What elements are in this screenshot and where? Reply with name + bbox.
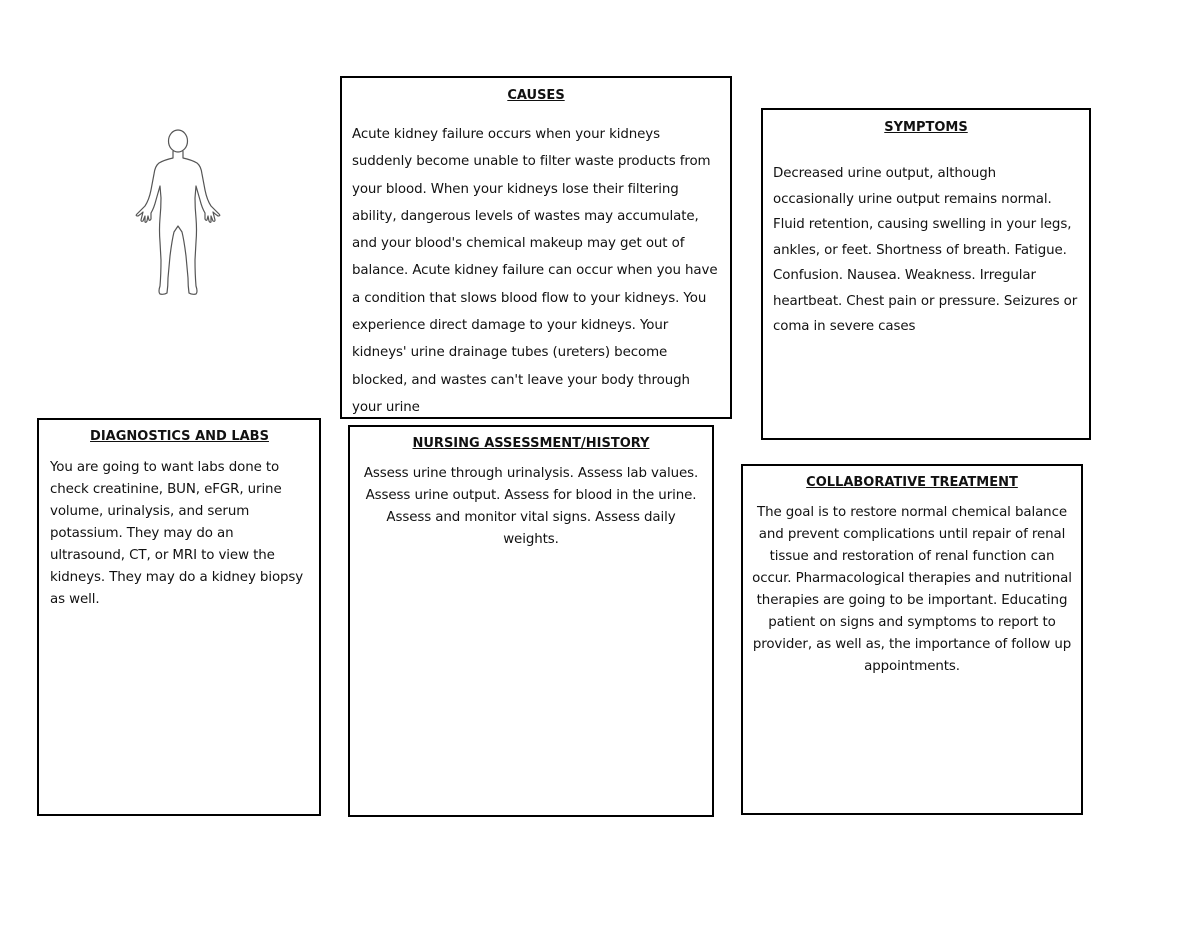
- nursing-assessment-box: [348, 425, 714, 817]
- causes-text: Acute kidney failure occurs when your kidneys suddenly become unable to filter waste products from your blood. When your kidneys lose their filtering ability, dangerous levels of wastes may accumulate, and your blood's chemical makeup may get out of balance. Acute kidney failure can occur when you have a condition that slows blood flow to your kidneys. You experience direct damage to your kidneys. Your kidneys' urine drainage tubes (ureters) become blocked, and wastes can't leave your body through your urine: [352, 127, 718, 415]
- collaborative-treatment-title: COLLABORATIVE TREATMENT: [806, 475, 1018, 490]
- causes-box: [340, 76, 732, 419]
- symptoms-box: [761, 108, 1091, 440]
- diagnostics-text: You are going to want labs done to check creatinine, BUN, eFGR, urine volume, urinalysis, and serum potassium. They may do an ultrasound, CT, or MRI to view the kidneys. They may do a kidney biopsy as well.: [50, 460, 304, 607]
- diagnostics-title: DIAGNOSTICS AND LABS: [90, 429, 269, 444]
- nursing-assessment-title: NURSING ASSESSMENT/HISTORY: [412, 436, 650, 451]
- causes-title: CAUSES: [507, 88, 565, 103]
- diagnostics-box: [37, 418, 321, 816]
- human-body-outline-icon: [130, 128, 226, 300]
- collaborative-treatment-text: The goal is to restore normal chemical balance and prevent complications until repair of renal tissue and restoration of renal function can occur. Pharmacological therapies and nutritional therapies are going to be important. Educating patient on signs and symptoms to report to provider, as well as, the importance of follow up appointments.: [752, 505, 1072, 674]
- collaborative-treatment-box: [741, 464, 1083, 815]
- symptoms-title: SYMPTOMS: [884, 120, 968, 135]
- nursing-assessment-text: Assess urine through urinalysis. Assess lab values. Assess urine output. Assess for blood in the urine. Assess and monitor vital signs. Assess daily weights.: [363, 466, 699, 547]
- symptoms-text: Decreased urine output, although occasionally urine output remains normal. Fluid retention, causing swelling in your legs, ankles, or feet. Shortness of breath. Fatigue. Confusion. Nausea. Weakness. Irregular heartbeat. Chest pain or pressure. Seizures or coma in severe cases: [773, 166, 1078, 334]
